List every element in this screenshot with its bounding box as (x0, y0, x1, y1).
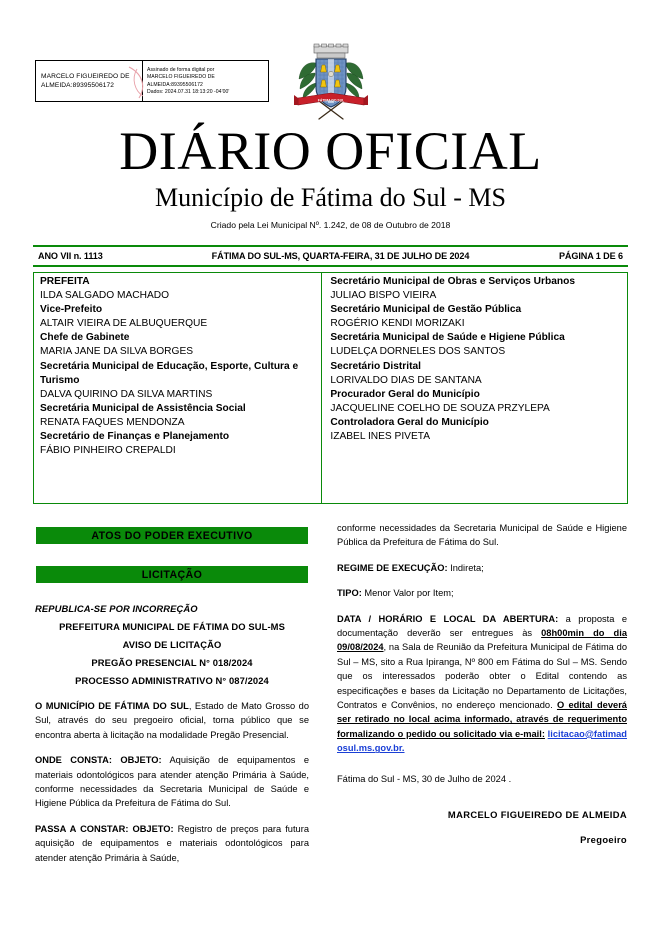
abertura-datetime: 08h00min do dia 09/08/2024 (337, 628, 627, 653)
signature-details (143, 61, 268, 101)
official-name: IZABEL INES PIVETA (330, 431, 431, 443)
official-name: ALTAIR VIEIRA DE ALBUQUERQUE (40, 318, 208, 330)
signer-name: MARCELO FIGUEIREDO DE ALMEIDA (447, 809, 627, 821)
creation-law-text: Criado pela Lei Municipal Nº. 1.242, de 08 de Outubro de 2018 (210, 220, 451, 230)
body-column-right (337, 521, 627, 847)
tipo-value: Menor Valor por Item; (361, 588, 454, 599)
official-role: Secretária Municipal de Educação, Esporte, Cultura e Turismo (40, 360, 299, 386)
official-name: FÁBIO PINHEIRO CREPALDI (40, 445, 176, 457)
official-role: Controladora Geral do Município (330, 416, 489, 428)
page-number: PÁGINA 1 DE 6 (558, 251, 623, 261)
paragraph-data-horario-local (337, 612, 627, 756)
official-role: Secretária Municipal de Saúde e Higiene Pública (330, 332, 565, 344)
digital-signature-stamp (35, 60, 269, 102)
page-subtitle: Município de Fátima do Sul - MS (155, 183, 506, 212)
signature-subject (36, 61, 142, 101)
official-name: ROGÉRIO KENDI MORIZAKI (330, 318, 465, 330)
official-name: JULIAO BISPO VIEIRA (330, 290, 437, 302)
edital-retirada-notice: O edital deverá ser retirado no local acima informado, através de requerimento formalizando o pedido ou solicitado via e-mail: (337, 700, 627, 739)
issue-info-bar (33, 245, 628, 267)
signature-detail-line-3: ALMEIDA:89395506172 (147, 81, 203, 88)
official-name: DALVA QUIRINO DA SILVA MARTINS (40, 388, 213, 400)
official-role: Secretário Municipal de Gestão Pública (330, 304, 522, 316)
official-name: LORIVALDO DIAS DE SANTANA (330, 374, 482, 386)
official-name: RENATA FAQUES MENDONZA (40, 416, 185, 428)
paragraph-onde-consta (35, 753, 309, 811)
regime-execucao-value: Indireta; (447, 562, 484, 573)
pregao-heading: PREGÃO PRESENCIAL N° 018/2024 (91, 657, 253, 668)
body-column-left (35, 600, 309, 865)
aviso-heading: AVISO DE LICITAÇÃO (122, 639, 222, 650)
data-horario-text-1: a proposta e documentação deverão ser entregues às (337, 613, 627, 639)
paragraph-municipio (35, 699, 309, 742)
licitacao-email-link[interactable]: licitacao@fatimadosul.ms.gov.br. (337, 728, 627, 754)
official-name: ILDA SALGADO MACHADO (40, 290, 170, 302)
signer-role: Pregoeiro (580, 833, 627, 845)
prefeitura-heading: PREFEITURA MUNICIPAL DE FÁTIMA DO SUL-MS (59, 621, 285, 632)
official-name: JACQUELINE COELHO DE SOUZA PRZYLEPA (330, 402, 550, 414)
officials-column-left (34, 273, 321, 503)
official-role: PREFEITA (40, 276, 90, 287)
paragraph-municipio-bold: O MUNICÍPIO DE FÁTIMA DO SUL (35, 701, 189, 711)
processo-heading: PROCESSO ADMINISTRATIVO N° 087/2024 (75, 675, 269, 686)
official-role: Vice-Prefeito (40, 304, 103, 316)
passa-a-constar-text: Registro de preços para futura aquisição de equipamentos e materiais odontológicos para atender atenção Primária à Saúde, (35, 823, 309, 863)
onde-consta-label: ONDE CONSTA: OBJETO: (35, 755, 162, 766)
signature-subject-line-1: MARCELO FIGUEIREDO DE (41, 73, 130, 80)
signature-detail-line-1: Assinado de forma digital por (147, 66, 215, 73)
republica-se-heading: REPUBLICA-SE POR INCORREÇÃO (35, 603, 198, 614)
paragraph-local-data: Fátima do Sul - MS, 30 de Julho de 2024 . (337, 773, 512, 784)
signature-detail-line-2: MARCELO FIGUEIREDO DE (147, 74, 215, 81)
official-role: Procurador Geral do Município (330, 388, 480, 400)
tipo-label: TIPO: (337, 588, 362, 599)
official-role: Secretária Municipal de Assistência Social (40, 402, 246, 414)
section-bar-licitacao: LICITAÇÃO (36, 566, 308, 583)
data-horario-text-2: , na Sala de Reunião da Prefeitura Municipal de Fátima do Sul – MS, sito a Rua Ipiranga, Nº 800 em Fátima do Sul – MS. Sendo que os interessados poderão obter o Edital contendo as especificações e bases da Licitação no Departamento de Licitações, Contratos e Convênios, no endereço mencionado. (337, 642, 627, 711)
official-name: LUDELÇA DORNELES DOS SANTOS (330, 346, 506, 358)
page-title: DIÁRIO OFICIAL (119, 121, 542, 181)
passa-a-constar-label: PASSA A CONSTAR: OBJETO: (35, 823, 174, 834)
official-role: Secretário de Finanças e Planejamento (40, 431, 230, 443)
official-role: Secretário Municipal de Obras e Serviços Urbanos (330, 276, 575, 287)
crest-motto: FÁTIMA DO SUL (317, 98, 345, 103)
officials-column-right (322, 273, 627, 503)
official-role: Secretário Distrital (330, 360, 421, 372)
onde-consta-text: Aquisição de equipamentos e materiais odontológicos para atender atenção Primária à Saúde, conforme necessidades da Secretaria Municipal de Saúde e Higiene Pública da Prefeitura de Fátima do Sul. (35, 755, 309, 809)
paragraph-passa-a-constar (35, 822, 309, 865)
paragraph-regime-execucao (337, 561, 627, 575)
coat-of-arms-icon (292, 43, 370, 125)
officials-box (33, 272, 628, 504)
paragraph-municipio-text: , Estado de Mato Grosso do Sul, através do seu pregoeiro oficial, torna público que se encontra aberta à licitação na modalidade Pregão Presencial. (35, 701, 309, 740)
official-role: Chefe de Gabinete (40, 332, 130, 344)
signature-detail-line-4: Dados: 2024.07.31 18:13:20 -04'00' (147, 88, 230, 95)
issue-place-date: FÁTIMA DO SUL-MS, QUARTA-FEIRA, 31 DE JULHO DE 2024 (211, 251, 470, 261)
data-horario-label: DATA / HORÁRIO E LOCAL DA ABERTURA: (337, 613, 559, 624)
issue-year-number: ANO VII n. 1113 (38, 251, 103, 261)
signature-subject-line-2: ALMEIDA:89395506172 (41, 82, 115, 89)
regime-execucao-label: REGIME DE EXECUÇÃO: (337, 562, 448, 573)
section-bar-atos-poder-executivo: ATOS DO PODER EXECUTIVO (36, 527, 308, 544)
paragraph-continuation: conforme necessidades da Secretaria Municipal de Saúde e Higiene Pública da Prefeitura de Fátima do Sul. (337, 523, 627, 548)
official-name: MARIA JANE DA SILVA BORGES (40, 346, 194, 358)
paragraph-tipo (337, 586, 627, 600)
